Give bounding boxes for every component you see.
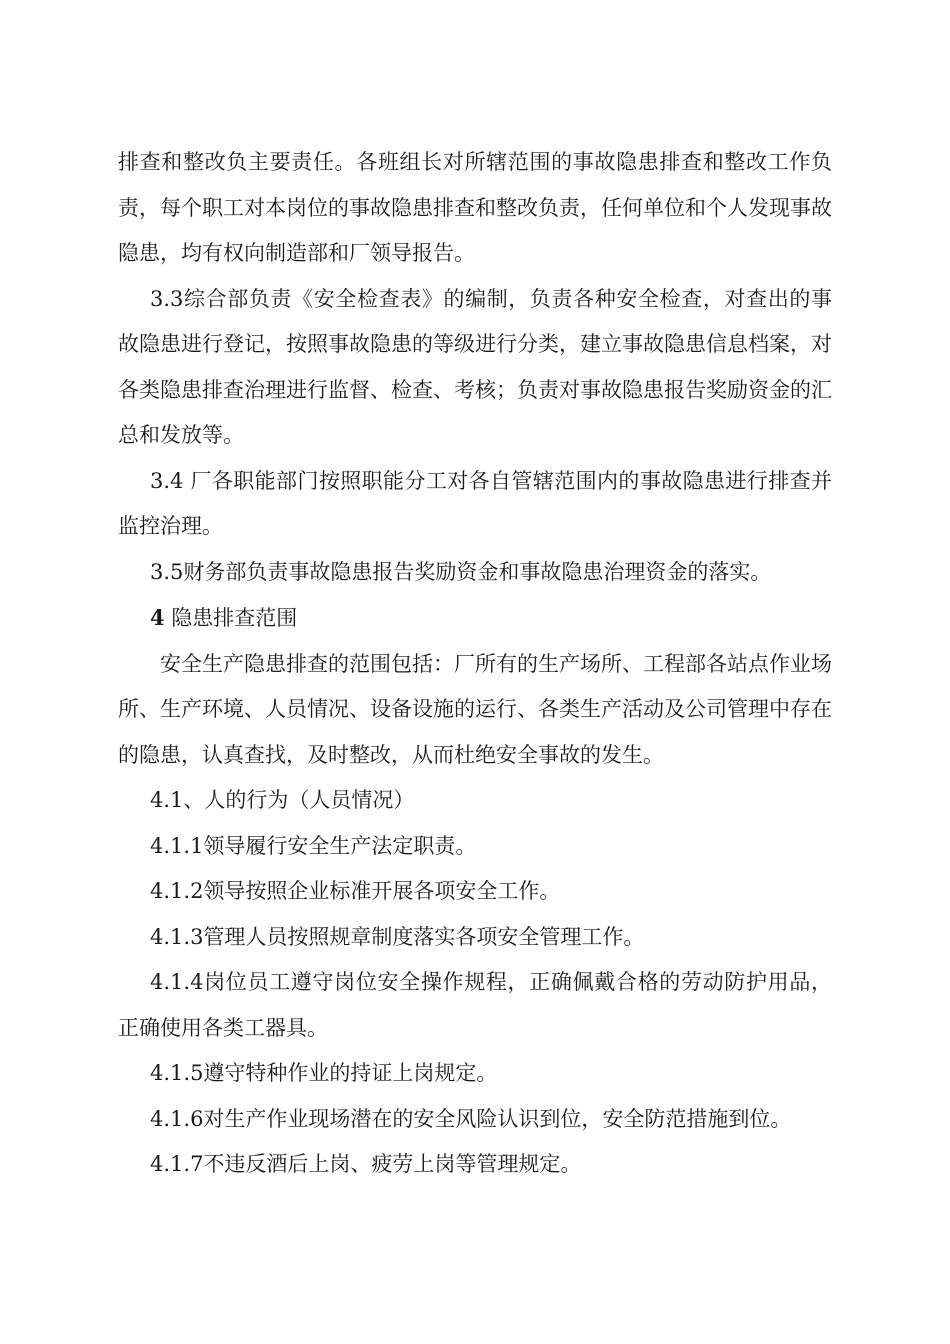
paragraph-responsibility-continued: 排查和整改负主要责任。各班组长对所辖范围的事故隐患排查和整改工作负责，每个职工对本岗位的事故隐患排查和整改负责，任何单位和个人发现事故隐患，均有权向制造部和厂领导报告。 xyxy=(118,150,832,265)
document-body xyxy=(118,140,832,1188)
paragraph-scope: 安全生产隐患排查的范围包括：厂所有的生产场所、工程部各站点作业场所、生产环境、人员情况、设备设施的运行、各类生产活动及公司管理中存在的隐患，认真查找，及时整改，从而杜绝安全事故的发生。 xyxy=(118,651,832,767)
paragraph-4-1-1: 4.1.1领导履行安全生产法定职责。 xyxy=(150,833,477,858)
paragraph-3-3: 3.3综合部负责《安全检查表》的编制，负责各种安全检查，对查出的事故隐患进行登记，按照事故隐患的等级进行分类，建立事故隐患信息档案，对各类隐患排查治理进行监督、检查、考核；负责对事故隐患报告奖励资金的汇总和发放等。 xyxy=(118,286,832,447)
paragraph-4-1-5: 4.1.5遵守特种作业的持证上岗规定。 xyxy=(150,1061,498,1085)
paragraph-4-1-7: 4.1.7不违反酒后上岗、疲劳上岗等管理规定。 xyxy=(150,1152,582,1176)
paragraph-3-4: 3.4 厂各职能部门按照职能分工对各自管辖范围内的事故隐患进行排查并监控治理。 xyxy=(118,468,832,538)
section-title: 隐患排查范围 xyxy=(164,606,298,630)
paragraph-4-1-4: 4.1.4岗位员工遵守岗位安全操作规程，正确佩戴合格的劳动防护用品，正确使用各类工器具。 xyxy=(118,970,832,1040)
section-number: 4 xyxy=(150,605,165,630)
paragraph-4-1: 4.1、人的行为（人员情况） xyxy=(150,788,415,812)
paragraph-4-1-2: 4.1.2领导按照企业标准开展各项安全工作。 xyxy=(150,879,561,903)
paragraph-4-1-6: 4.1.6对生产作业现场潜在的安全风险认识到位，安全防范措施到位。 xyxy=(150,1106,792,1131)
section-heading-4 xyxy=(118,595,832,642)
paragraph-4-1-3: 4.1.3管理人员按照规章制度落实各项安全管理工作。 xyxy=(150,924,645,949)
paragraph-3-5: 3.5财务部负责事故隐患报告奖励资金和事故隐患治理资金的落实。 xyxy=(150,559,772,584)
